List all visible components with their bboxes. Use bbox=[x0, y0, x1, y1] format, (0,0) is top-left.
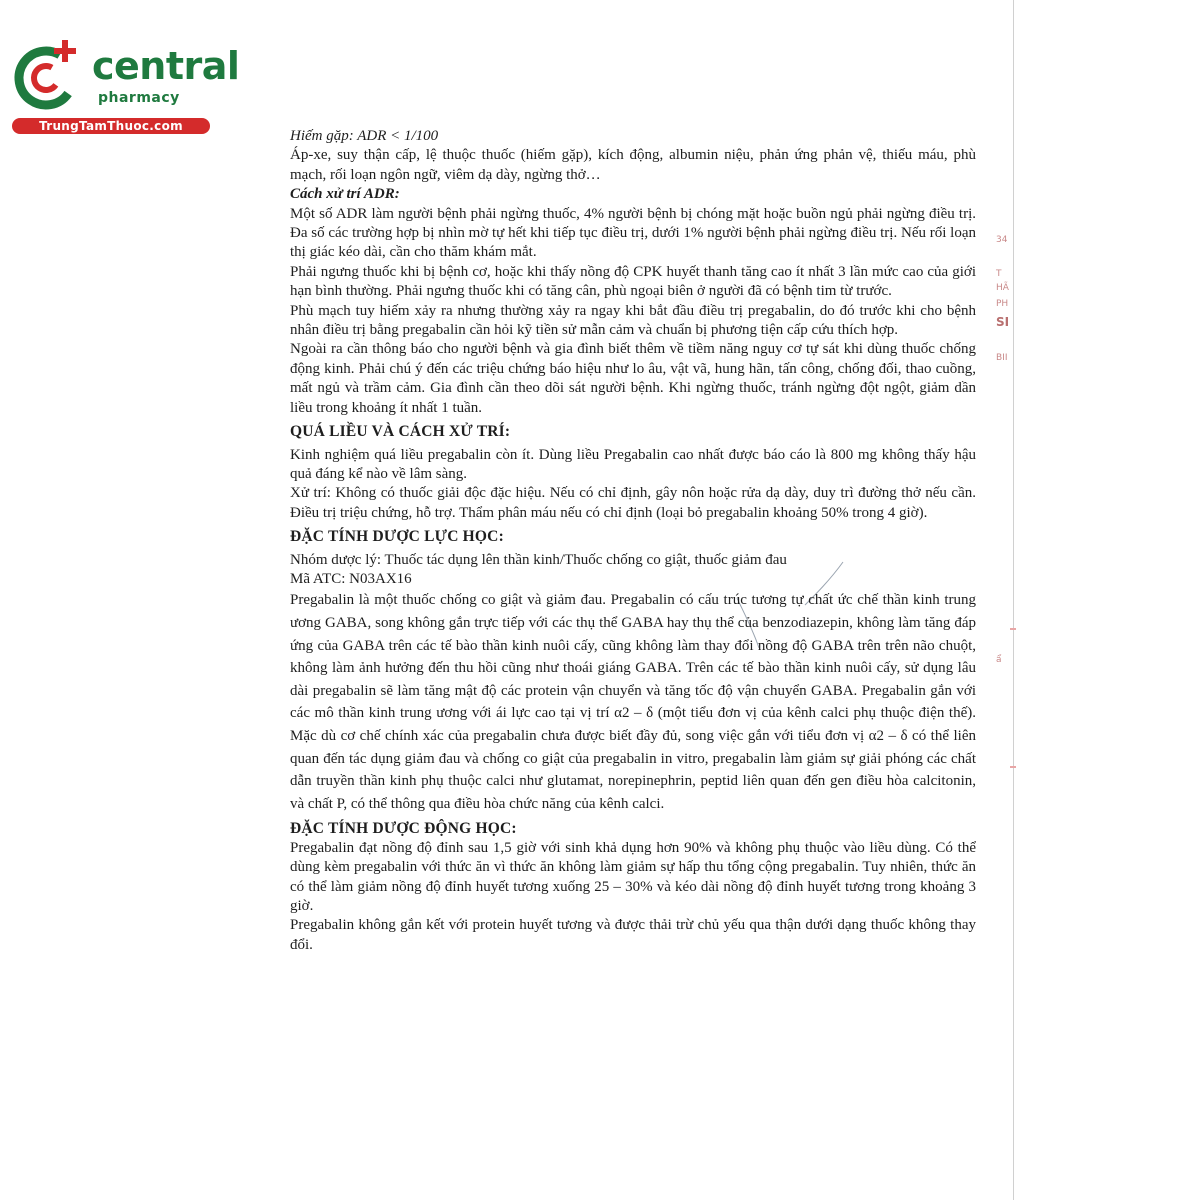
margin-mark-4: PH bbox=[996, 299, 1009, 309]
margin-mark-7: ẩ bbox=[996, 655, 1002, 665]
pharmacokinetics-heading: ĐẶC TÍNH DƯỢC ĐỘNG HỌC: bbox=[290, 820, 517, 838]
rare-adr-heading: Hiếm gặp: ADR < 1/100 bbox=[290, 128, 439, 144]
margin-dot bbox=[1010, 628, 1016, 630]
adr-paragraph: Một số ADR làm người bệnh phải ngừng thuốc, 4% người bệnh bị chóng mặt hoặc buồn ngủ phải ngừng điều trị. Đa số các trường hợp bị nhìn mờ tự hết khi tiếp tục điều trị, dưới 1% người bệnh phải ngừng điều trị. Nếu rối loạn thị giác kéo dài, cần cho thăm khám mắt. bbox=[290, 205, 976, 261]
logo-subtitle: pharmacy bbox=[98, 90, 180, 106]
page-edge-line bbox=[1013, 0, 1014, 1200]
margin-mark-2: T bbox=[996, 269, 1002, 279]
margin-dot bbox=[1010, 766, 1016, 768]
rare-adr-text: Áp-xe, suy thận cấp, lệ thuộc thuốc (hiếm gặp), kích động, albumin niệu, phản ứng phản vệ, thiếu máu, phù mạch, rối loạn ngôn ngữ, viêm dạ dày, ngừng thở… bbox=[290, 147, 976, 183]
pharmacokinetics-paragraph: Pregabalin không gắn kết với protein huyết tương và được thải trừ chủ yếu qua thận dưới dạng thuốc không thay đổi. bbox=[290, 917, 976, 953]
overdose-heading: QUÁ LIỀU VÀ CÁCH XỬ TRÍ: bbox=[290, 423, 511, 441]
adr-paragraph: Ngoài ra cần thông báo cho người bệnh và gia đình biết thêm về tiềm năng nguy cơ tự sát khi dùng thuốc chống động kinh. Phải chú ý đến các triệu chứng báo hiệu như lo âu, vật vã, hung hãn, tấn công, chống đối, thao cuồng, mất ngủ và trầm cảm. Gia đình cần theo dõi sát người bệnh. Khi ngừng thuốc, tránh ngừng đột ngột, giảm dần liều trong khoảng ít nhất 1 tuần. bbox=[290, 341, 976, 416]
leaflet-text bbox=[290, 127, 976, 955]
margin-mark-1: 34 bbox=[996, 235, 1008, 245]
adr-handling-heading: Cách xử trí ADR: bbox=[290, 186, 400, 203]
margin-mark-6: BII bbox=[996, 353, 1008, 363]
margin-mark-3: HÃ bbox=[996, 283, 1009, 293]
pharmacodynamics-heading: ĐẶC TÍNH DƯỢC LỰC HỌC: bbox=[290, 528, 504, 546]
margin-mark-5: SI bbox=[996, 315, 1010, 329]
overdose-paragraph: Kinh nghiệm quá liều pregabalin còn ít. Dùng liều Pregabalin cao nhất được báo cáo là 800 mg không thấy hậu quả đáng kể nào về lâm sàng. bbox=[290, 446, 976, 482]
logo-c-plus-icon bbox=[10, 36, 90, 114]
pharmacodynamics-text: Pregabalin là một thuốc chống co giật và giảm đau. Pregabalin có cấu trúc tương tự chất ức chế thần kinh trung ương GABA, song không gắn trực tiếp với các thụ thể GABA hay thụ thể của benzodiazepin, không làm tăng đáp ứng của GABA trên các tế bào thần kinh nuôi cấy, cũng không làm thay đổi nồng độ GABA trên trên não chuột, không làm ảnh hưởng đến thu hồi cũng như thoái giáng GABA. Trên các tế bào thần kinh nuôi cấy, sử dụng lâu dài pregabalin sẽ làm tăng mật độ các protein vận chuyển và tăng tốc độ vận chuyển GABA. Pregabalin gắn với các mô thần kinh trung ương với ái lực cao tại vị trí α2 – δ (một tiểu đơn vị của kênh calci phụ thuộc điện thế). Mặc dù cơ chế chính xác của pregabalin chưa được biết đầy đủ, song việc gắn với tiểu đơn vị α2 – δ có thể liên quan đến tác dụng giảm đau và chống co giật của pregabalin in vitro, pregabalin làm giảm sự giải phóng các chất dẫn truyền thần kinh phụ thuộc calci như glutamat, norepinephrin, peptid liên quan đến gen điều hòa calcitonin, và chất P, có thể thông qua điều hòa chức năng của kênh calci. bbox=[290, 592, 976, 812]
logo-website-banner: TrungTamThuoc.com bbox=[12, 118, 210, 134]
central-pharmacy-logo bbox=[10, 36, 240, 136]
atc-code: Mã ATC: N03AX16 bbox=[290, 570, 412, 587]
logo-name: central bbox=[92, 44, 240, 88]
adr-paragraph: Phù mạch tuy hiếm xảy ra nhưng thường xảy ra ngay khi bắt đầu điều trị pregabalin, do đó trước khi cho bệnh nhân điều trị bằng pregabalin cần hỏi kỹ tiền sử mẫn cảm và chuẩn bị phương tiện cấp cứu thích hợp. bbox=[290, 302, 976, 339]
overdose-paragraph: Xử trí: Không có thuốc giải độc đặc hiệu. Nếu có chỉ định, gây nôn hoặc rửa dạ dày, duy trì đường thở nếu cần. Điều trị triệu chứng, hỗ trợ. Thẩm phân máu nếu có chỉ định (loại bỏ pregabalin khoảng 50% trong 4 giờ). bbox=[290, 485, 976, 521]
pharmacokinetics-paragraph: Pregabalin đạt nồng độ đỉnh sau 1,5 giờ với sinh khả dụng hơn 90% và không phụ thuộc vào liều dùng. Có thể dùng kèm pregabalin với thức ăn vì thức ăn không làm giảm sự hấp thu tổng cộng pregabalin. Tuy nhiên, thức ăn có thể làm giảm nồng độ đỉnh huyết tương xuống 25 – 30% và kéo dài nồng độ đỉnh huyết tương trong khoảng 3 giờ. bbox=[290, 839, 976, 914]
adr-paragraph: Phải ngưng thuốc khi bị bệnh cơ, hoặc khi thấy nồng độ CPK huyết thanh tăng cao ít nhất 3 lần mức cao của giới hạn bình thường. Phải ngưng thuốc khi có tăng cân, phù ngoại biên ở người đã có bệnh tim từ trước. bbox=[290, 263, 976, 300]
pharmacology-group: Nhóm dược lý: Thuốc tác dụng lên thần kinh/Thuốc chống co giật, thuốc giảm đau bbox=[290, 551, 787, 568]
